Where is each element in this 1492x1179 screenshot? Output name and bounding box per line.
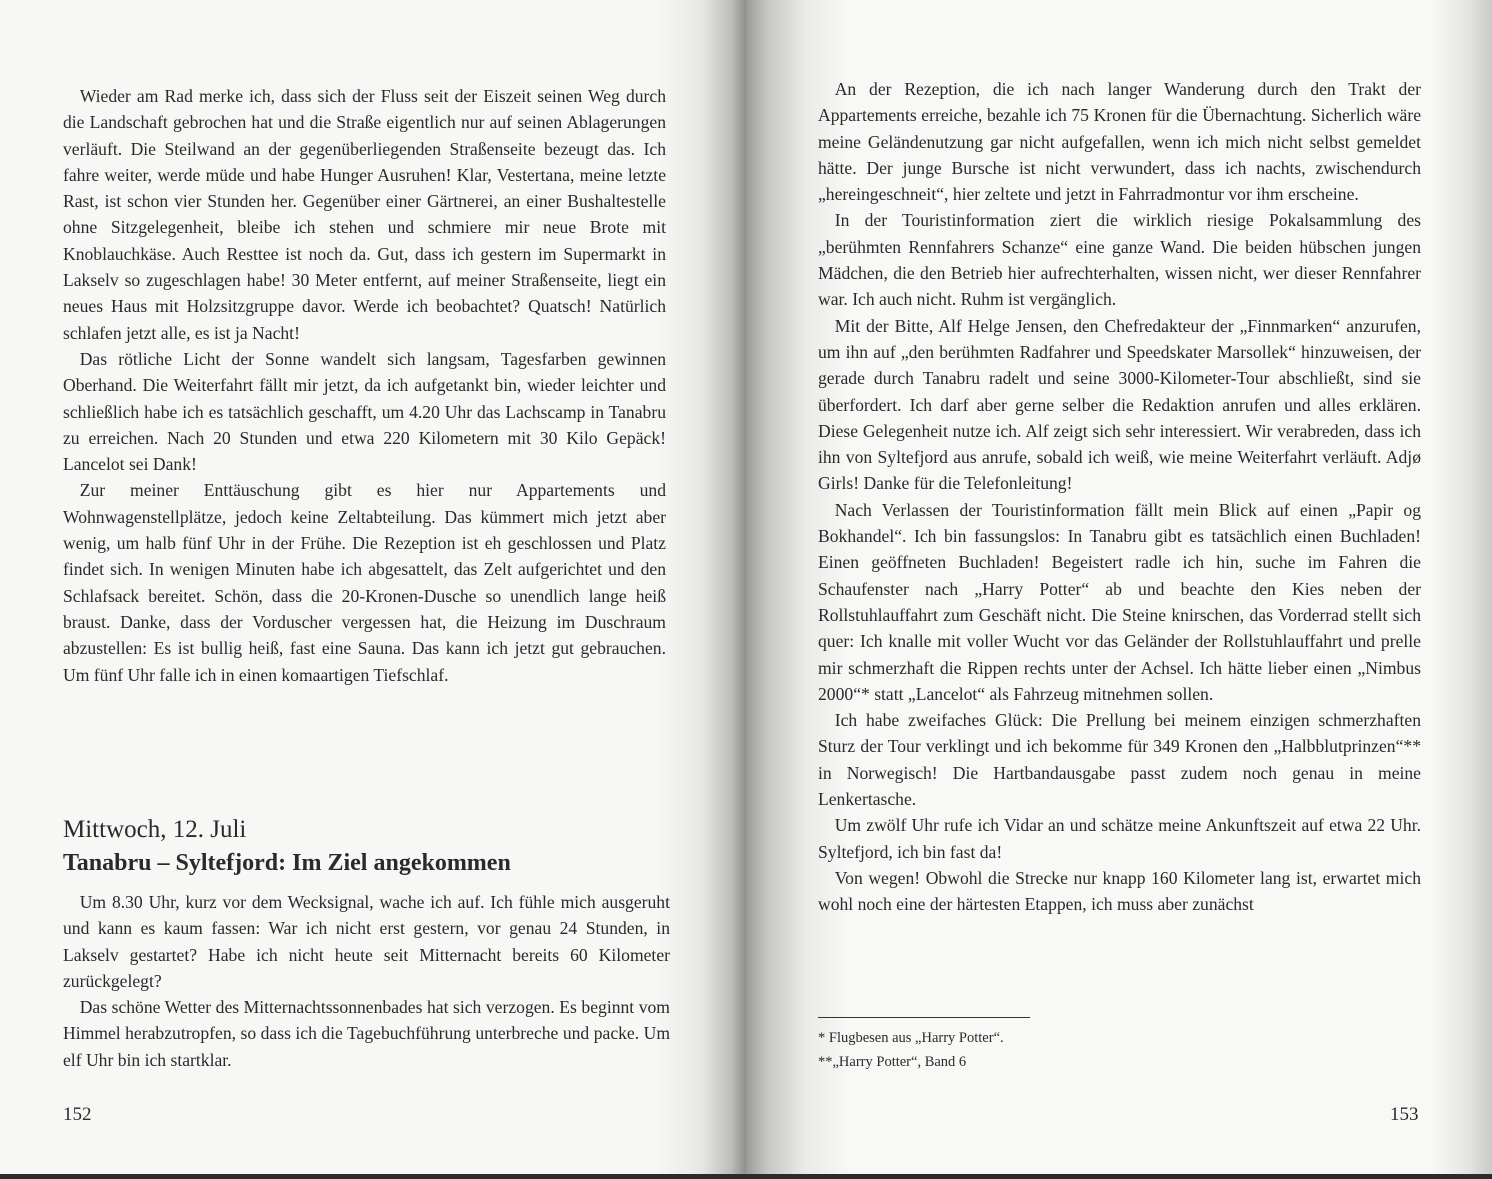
paragraph: Das rötliche Licht der Sonne wandelt sich langsam, Tagesfarben gewinnen Oberhand. Die Weiterfahrt fällt mir jetzt, da ich aufgetankt bin, wieder leichter und schließlich habe ich es tatsächlich geschafft, um 4.20 Uhr das Lachscamp in Tanabru zu erreichen. Nach 20 Stunden und etwa 220 Kilometern mit 30 Kilo Gepäck! Lancelot sei Dank!: [63, 348, 666, 475]
footnote: **„Harry Potter“, Band 6: [818, 1054, 967, 1070]
paragraph: Von wegen! Obwohl die Strecke nur knapp 160 Kilometer lang ist, erwartet mich wohl noch eine der härtesten Etappen, ich muss aber zunächst: [818, 867, 1421, 915]
paragraph: Um 8.30 Uhr, kurz vor dem Wecksignal, wache ich auf. Ich fühle mich ausgeruht und kann es kaum fassen: War ich nicht erst gestern, vor genau 24 Stunden, in Lakselv gestartet? Habe ich nicht heute seit Mitternacht bereits 60 Kilometer zurückgelegt?: [63, 892, 670, 991]
chapter-date: Mittwoch, 12. Juli: [63, 816, 247, 843]
right-page-body: [818, 76, 1421, 918]
chapter-title: Tanabru – Syltefjord: Im Ziel angekommen: [63, 850, 511, 876]
footnote: * Flugbesen aus „Harry Potter“.: [818, 1030, 1004, 1046]
paragraph: Ich habe zweifaches Glück: Die Prellung bei meinem einzigen schmerzhaften Sturz der Tour verklingt und ich bekomme für 349 Kronen den „Halbblutprinzen“** in Norwegisch! Die Hartbandausgabe passt zudem noch genau in meine Lenkertasche.: [818, 710, 1421, 810]
paragraph: Wieder am Rad merke ich, dass sich der Fluss seit der Eiszeit seinen Weg durch die Landschaft gebrochen hat und die Straße eigentlich nur auf seinen Ablagerungen verläuft. Die Steilwand an der gegenüberliegenden Straßenseite bezeugt das. Ich fahre weiter, werde müde und habe Hunger Ausruhen! Klar, Vestertana, meine letzte Rast, ist schon vier Stunden her. Gegenüber einer Gärtnerei, an einer Bushaltestelle ohne Sitzgelegenheit, bleibe ich stehen und schmiere mir neue Brote mit Knoblauchkäse. Auch Resttee ist noch da. Gut, dass ich gestern im Supermarkt in Lakselv so zugeschlagen habe! 30 Meter entfernt, auf meiner Straßenseite, liegt ein neues Haus mit Holzsitzgruppe davor. Werde ich beobachtet? Quatsch! Natürlich schlafen jetzt alle, es ist ja Nacht!: [63, 86, 666, 343]
paragraph: Um zwölf Uhr rufe ich Vidar an und schätze meine Ankunftszeit auf etwa 22 Uhr. Syltefjord, ich bin fast da!: [818, 815, 1421, 862]
page-number-right: 153: [1390, 1104, 1419, 1125]
footnotes: [818, 1026, 1218, 1074]
paragraph: An der Rezeption, die ich nach langer Wanderung durch den Trakt der Appartements erreiche, bezahle ich 75 Kronen für die Übernachtung. Sicherlich wäre meine Geländenutzung gar nicht aufgefallen, wenn ich mich nicht selbst gemeldet hätte. Der junge Bursche ist nicht verwundert, dass ich nachts, zwischendurch „hereingeschneit“, hier zeltete und jetzt in Fahrradmontur vor ihm erscheine.: [818, 79, 1421, 205]
footnote-divider: [818, 1017, 1030, 1018]
page-number-left: 152: [63, 1104, 92, 1125]
paragraph: In der Touristinformation ziert die wirklich riesige Pokalsammlung des „berühmten Rennfahrers Schanze“ eine ganze Wand. Die beiden hübschen jungen Mädchen, die den Betrieb hier aufrechterhalten, wissen nicht, wer dieser Rennfahrer war. Ich auch nicht. Ruhm ist vergänglich.: [818, 210, 1421, 310]
chapter-heading: [63, 813, 673, 879]
left-page-body-bottom: [63, 889, 670, 1073]
paragraph: Zur meiner Enttäuschung gibt es hier nur Appartements und Wohnwagenstellplätze, jedoch keine Zeltabteilung. Das kümmert mich jetzt aber wenig, um halb fünf Uhr in der Frühe. Die Rezeption ist eh geschlossen und Platz findet sich. In wenigen Minuten habe ich abgesattelt, das Zelt aufgerichtet und den Schlafsack bereitet. Schön, dass die 20-Kronen-Dusche so unendlich lange heiß braust. Danke, dass der Vorduscher vergessen hat, die Heizung im Duschraum abzustellen: Es ist bullig heiß, fast eine Sauna. Das kann ich jetzt gut gebrauchen. Um fünf Uhr falle ich in einen komaartigen Tiefschlaf.: [63, 480, 666, 685]
scan-bottom-edge: [0, 1174, 1492, 1179]
paragraph: Mit der Bitte, Alf Helge Jensen, den Chefredakteur der „Finnmarken“ anzurufen, um ihn auf „den berühmten Radfahrer und Speedskater Marsollek“ hinzuweisen, der gerade durch Tanabru radelt und seine 3000-Kilometer-Tour abschließt, sind sie überfordert. Ich darf aber gerne selber die Redaktion anrufen und alles erklären. Diese Gelegenheit nutze ich. Alf zeigt sich sehr interessiert. Wir verabreden, dass ich ihn von Syltefjord aus anrufe, sobald ich weiß, wie meine Weiterfahrt verläuft. Adjø Girls! Danke für die Telefonleitung!: [818, 315, 1421, 494]
paragraph: Das schöne Wetter des Mitternachtssonnenbades hat sich verzogen. Es beginnt vom Himmel herabzutropfen, so dass ich die Tagebuchführung unterbreche und packe. Um elf Uhr bin ich startklar.: [63, 997, 670, 1070]
paragraph: Nach Verlassen der Touristinformation fällt mein Blick auf einen „Papir og Bokhandel“. Ich bin fassungslos: In Tanabru gibt es tatsächlich einen Buchladen! Einen geöffneten Buchladen! Begeistert radle ich hin, suche im Fahren die Schaufenster nach „Harry Potter“ ab und beachte den Kies neben der Rollstuhlauffahrt zum Geschäft nicht. Die Steine knirschen, das Vorderrad stellt sich quer: Ich knalle mit voller Wucht vor das Geländer der Rollstuhlauffahrt und prelle mir schmerzhaft die Rippen rechts unter der Achsel. Ich hätte lieber einen „Nimbus 2000“* statt „Lancelot“ als Fahrzeug mitnehmen sollen.: [818, 499, 1421, 704]
left-page-body-top: [63, 83, 666, 688]
